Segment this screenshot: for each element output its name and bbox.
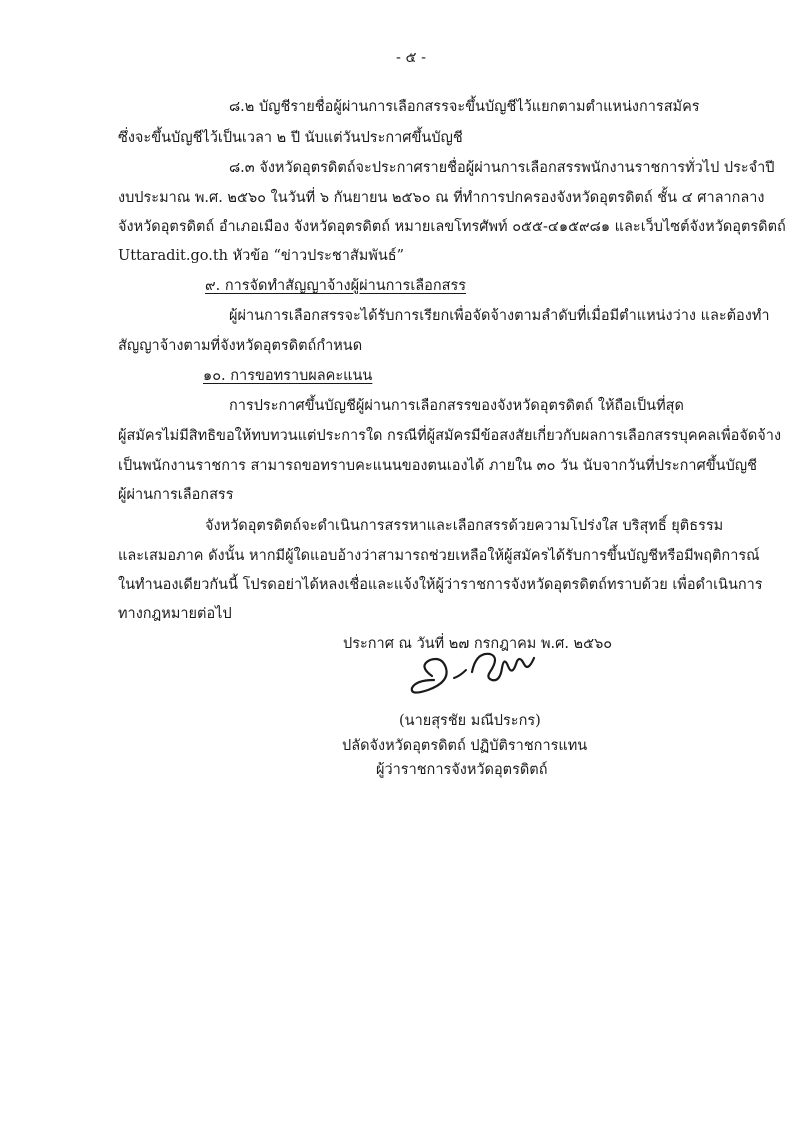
announcement-date: ประกาศ ณ วันที่ ๒๗ กรกฎาคม พ.ศ. ๒๕๖๐ <box>343 636 613 652</box>
section-8-3-line-1: ๘.๓ จังหวัดอุตรดิตถ์จะประกาศรายชื่อผู้ผ่านการเลือกสรรพนักงานราชการทั่วไป ประจำปี <box>229 160 775 176</box>
handwritten-signature <box>402 626 552 706</box>
section-10-heading: ๑๐. การขอทราบผลคะแนน <box>203 368 373 384</box>
page-number: - ๕ - <box>396 50 426 66</box>
section-9-line-1: ผู้ผ่านการเลือกสรรจะได้รับการเรียกเพื่อจัดจ้างตามลำดับที่เมื่อมีตำแหน่งว่าง และต้องทำ <box>229 308 770 324</box>
section-10-line-3: เป็นพนักงานราชการ สามารถขอทราบคะแนนของตนเองได้ ภายใน ๓๐ วัน นับจากวันที่ประกาศขึ้นบัญชี <box>118 458 757 474</box>
section-8-3-line-2: งบประมาณ พ.ศ. ๒๕๖๐ ในวันที่ ๖ กันยายน ๒๕๖๐ ณ ที่ทำการปกครองจังหวัดอุตรดิตถ์ ชั้น ๔ ศาลากลาง <box>118 190 765 206</box>
section-8-2-line-1: ๘.๒ บัญชีรายชื่อผู้ผ่านการเลือกสรรจะขึ้นบัญชีไว้แยกตามตำแหน่งการสมัคร <box>229 99 700 115</box>
section-10-line-4: ผู้ผ่านการเลือกสรร <box>118 487 234 503</box>
signatory-position-2: ผู้ว่าราชการจังหวัดอุตรดิตถ์ <box>376 762 548 778</box>
section-10-line-2: ผู้สมัครไม่มีสิทธิขอให้ทบทวนแต่ประการใด กรณีที่ผู้สมัครมีข้อสงสัยเกี่ยวกับผลการเลือกสรรบุคคลเพื่อจัดจ้าง <box>118 428 782 444</box>
signatory-name: (นายสุรชัย มณีประกร) <box>399 713 541 729</box>
section-8-3-line-3: จังหวัดอุตรดิตถ์ อำเภอเมือง จังหวัดอุตรดิตถ์ หมายเลขโทรศัพท์ ๐๕๕-๔๑๕๙๘๑ และเว็บไซต์จังหวัดอุตรดิตถ์ <box>118 219 786 235</box>
section-8-3-line-4: Uttaradit.go.th หัวข้อ “ข่าวประชาสัมพันธ์” <box>118 248 405 264</box>
signatory-position-1: ปลัดจังหวัดอุตรดิตถ์ ปฏิบัติราชการแทน <box>342 738 588 754</box>
closing-line-4: ทางกฎหมายต่อไป <box>118 606 232 622</box>
closing-line-3: ในทำนองเดียวกันนี้ โปรดอย่าได้หลงเชื่อและแจ้งให้ผู้ว่าราชการจังหวัดอุตรดิตถ์ทราบด้วย เพื่อดำเนินการ <box>118 577 763 593</box>
closing-line-1: จังหวัดอุตรดิตถ์จะดำเนินการสรรหาและเลือกสรรด้วยความโปร่งใส บริสุทธิ์ ยุติธรรม <box>205 518 724 534</box>
section-8-2-line-2: ซึ่งจะขึ้นบัญชีไว้เป็นเวลา ๒ ปี นับแต่วันประกาศขึ้นบัญชี <box>118 130 463 146</box>
section-10-line-1: การประกาศขึ้นบัญชีผู้ผ่านการเลือกสรรของจังหวัดอุตรดิตถ์ ให้ถือเป็นที่สุด <box>229 398 684 414</box>
section-9-line-2: สัญญาจ้างตามที่จังหวัดอุตรดิตถ์กำหนด <box>118 338 363 354</box>
closing-line-2: และเสมอภาค ดังนั้น หากมีผู้ใดแอบอ้างว่าสามารถช่วยเหลือให้ผู้สมัครได้รับการขึ้นบัญชีหรือมีพฤติการณ์ <box>118 548 760 564</box>
section-9-heading: ๙. การจัดทำสัญญาจ้างผู้ผ่านการเลือกสรร <box>205 278 467 294</box>
